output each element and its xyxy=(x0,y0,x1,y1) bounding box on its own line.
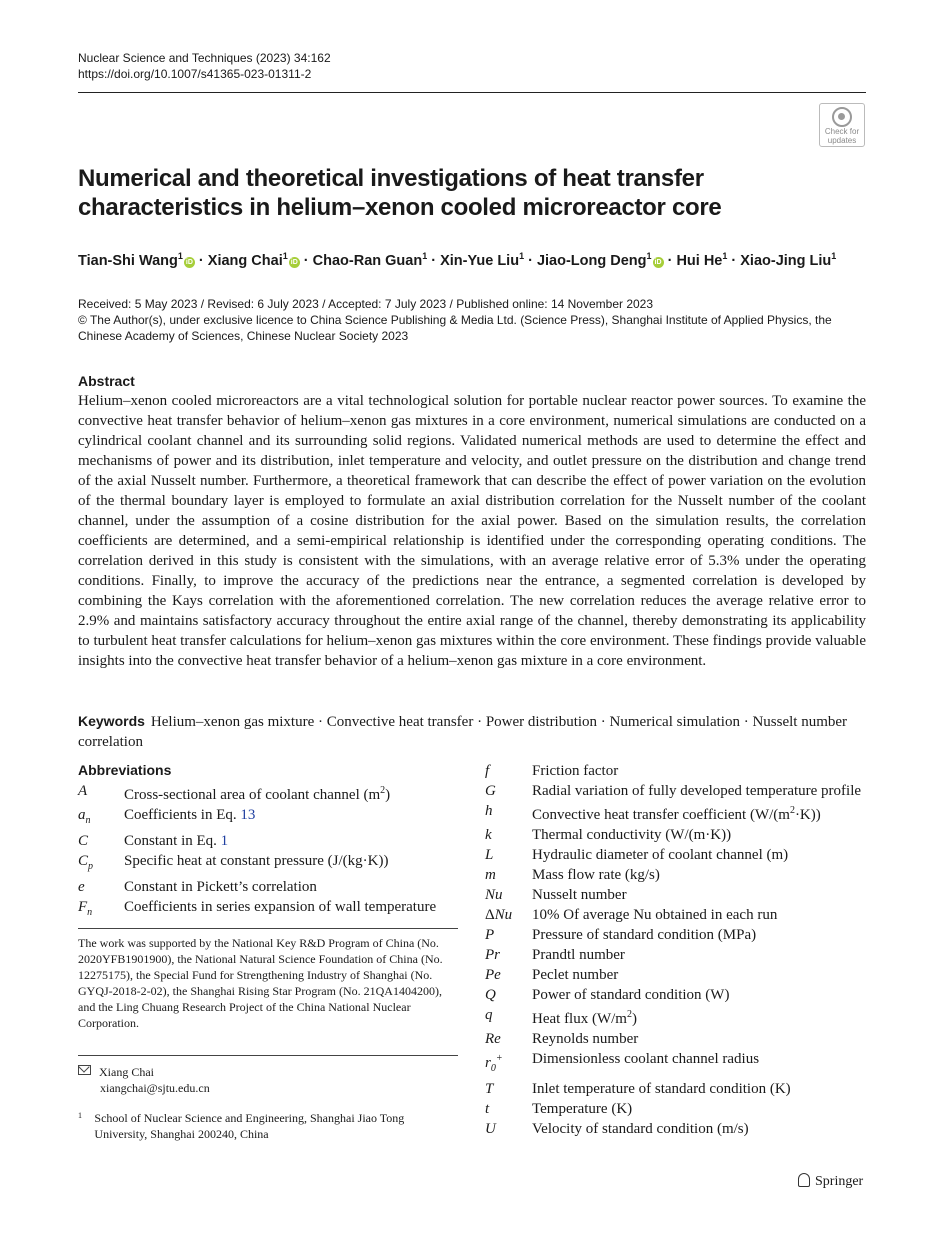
author-name[interactable]: Xiao-Jing Liu xyxy=(740,252,832,269)
abbreviation-symbol: e xyxy=(78,879,85,895)
abbreviation-symbol: ΔNu xyxy=(485,907,513,923)
abbreviation-symbol: Pr xyxy=(485,947,500,963)
abbreviation-definition: Radial variation of fully developed temperature profile xyxy=(532,783,862,799)
author-affiliation-mark: 1 xyxy=(646,251,652,261)
dates-line: Received: 5 May 2023 / Revised: 6 July 2023 / Accepted: 7 July 2023 / Published online: 14 November 2023 xyxy=(78,297,654,311)
copyright-line: © The Author(s), under exclusive licence to China Science Publishing & Media Ltd. (Science Press), Shanghai Institute of Applied Physics, the Chinese Academy of Sciences, Chinese Nuclear Society 2023 xyxy=(78,313,832,343)
abbreviation-symbol: T xyxy=(485,1081,494,1097)
equation-link[interactable]: 1 xyxy=(220,833,229,849)
abbreviation-row xyxy=(78,831,468,851)
abbreviation-definition: Pressure of standard condition (MPa) xyxy=(532,927,757,943)
abbreviation-row xyxy=(78,851,468,877)
abbreviation-definition: Friction factor xyxy=(532,763,619,779)
abbreviation-symbol: L xyxy=(485,847,494,863)
author-separator: · xyxy=(427,252,441,269)
abbreviation-row xyxy=(485,781,875,801)
abbreviation-symbol: f xyxy=(485,763,490,779)
abbreviation-symbol: C xyxy=(78,833,89,849)
contact-name: Xiang Chai xyxy=(99,1065,154,1079)
abbreviation-definition: Convective heat transfer coefficient $(W/(m^2\cdot K))$ xyxy=(532,805,821,823)
envelope-icon xyxy=(78,1065,91,1075)
author-affiliation-mark: 1 xyxy=(177,251,183,261)
abbreviation-symbol: Pe xyxy=(485,967,501,983)
abbreviation-row xyxy=(485,801,875,825)
abbreviation-symbol: P xyxy=(485,927,495,943)
orcid-icon[interactable]: iD xyxy=(185,258,193,266)
abbreviation-definition: Specific heat at constant pressure (J/(kg·K)) xyxy=(124,853,389,869)
abbreviation-row xyxy=(485,825,875,845)
check-updates-icon xyxy=(832,107,852,127)
keywords xyxy=(78,711,866,752)
orcid-icon[interactable]: iD xyxy=(290,258,298,266)
author-name[interactable]: Hui He xyxy=(676,252,723,269)
abbreviation-row xyxy=(485,1049,875,1079)
abbreviation-definition: Thermal conductivity (W/(m·K)) xyxy=(532,827,732,843)
abbreviation-row xyxy=(485,925,875,945)
abbreviations-left-column xyxy=(78,781,468,923)
abbreviation-symbol: A xyxy=(78,783,88,799)
abbreviation-symbol: G xyxy=(485,783,496,799)
keywords-heading: Keywords xyxy=(78,713,145,729)
abbreviation-symbol: $r_0^+$ xyxy=(485,1053,503,1074)
keywords-text: Helium–xenon gas mixture · Convective heat transfer · Power distribution · Numerical simulation · Nusselt number correlation xyxy=(78,714,848,750)
abbreviation-row xyxy=(485,885,875,905)
springer-horse-icon xyxy=(798,1173,810,1187)
abbreviation-row xyxy=(78,805,468,831)
contact-email[interactable]: xiangchai@sjtu.edu.cn xyxy=(100,1081,210,1095)
publication-history xyxy=(78,296,868,344)
abbreviation-definition: Coefficients in series expansion of wall temperature xyxy=(124,899,437,915)
author-name[interactable]: Xin-Yue Liu xyxy=(440,252,520,269)
author-name[interactable]: Xiang Chai xyxy=(207,252,283,269)
funding-note: The work was supported by the National Key R&D Program of China (No. 2020YFB1901900), the National Natural Science Foundation of China (No. 12275175), the Special Fund for Strengthening Industry of Shanghai (No. GYQJ-2018-2-02), the Shanghai Rising Star Program (No. 21QA1404200), and the Ling Chuang Research Project of the China National Nuclear Corporation. xyxy=(78,936,443,1030)
author-name[interactable]: Jiao-Long Deng xyxy=(536,252,647,269)
abbreviation-definition: Peclet number xyxy=(532,967,619,983)
abbreviation-symbol: q xyxy=(485,1007,493,1023)
abbreviation-definition: Power of standard condition (W) xyxy=(532,987,730,1003)
abbreviation-row xyxy=(485,965,875,985)
abbreviation-definition: Hydraulic diameter of coolant channel (m) xyxy=(532,847,789,863)
corresponding-author xyxy=(78,1064,210,1096)
abbreviation-symbol: Nu xyxy=(485,887,503,903)
author-name[interactable]: Chao-Ran Guan xyxy=(312,252,423,269)
author-name[interactable]: Tian-Shi Wang xyxy=(78,252,178,269)
check-for-updates-badge[interactable] xyxy=(819,103,865,147)
title-line-1: Numerical and theoretical investigations of heat transfer xyxy=(78,165,704,192)
abbreviation-row xyxy=(485,1005,875,1029)
footnote-rule-2 xyxy=(78,1055,458,1056)
publisher-logo xyxy=(798,1173,863,1191)
abbreviation-definition: Nusselt number xyxy=(532,887,627,903)
abbreviation-symbol: h xyxy=(485,803,493,819)
abbreviations-heading: Abbreviations xyxy=(78,762,172,778)
paper-title xyxy=(78,164,778,222)
abbreviation-definition: Reynolds number xyxy=(532,1031,639,1047)
abbreviation-symbol: $C_p$ xyxy=(78,853,94,872)
abbreviation-definition: Constant in Eq. 1 xyxy=(124,833,229,849)
footnote-rule xyxy=(78,928,458,929)
author-affiliation-mark: 1 xyxy=(282,251,288,261)
abbreviation-symbol: Re xyxy=(485,1031,501,1047)
abbreviation-definition: Dimensionless coolant channel radius xyxy=(532,1051,760,1067)
abbreviation-row xyxy=(78,897,468,923)
affiliation xyxy=(78,1110,458,1142)
affiliation-number: 1 xyxy=(78,1111,82,1120)
abbreviation-definition: 10% Of average Nu obtained in each run xyxy=(532,907,778,923)
abbreviation-row xyxy=(485,1079,875,1099)
title-line-2: characteristics in helium–xenon cooled microreactor core xyxy=(78,194,722,221)
abbreviation-definition: Heat flux $(W/m^2)$ xyxy=(532,1009,637,1027)
author-separator: · xyxy=(524,252,537,269)
abbreviation-row xyxy=(485,865,875,885)
journal-citation: Nuclear Science and Techniques (2023) 34:162 xyxy=(78,51,331,65)
abbreviation-symbol: t xyxy=(485,1101,490,1117)
check-updates-label-1: Check for xyxy=(824,127,860,136)
author-separator: · xyxy=(299,252,313,269)
equation-link[interactable]: 13 xyxy=(240,807,256,823)
author-list xyxy=(78,246,898,271)
abbreviation-symbol: $F_n$ xyxy=(78,899,93,918)
abbreviation-definition: Prandtl number xyxy=(532,947,625,963)
abstract-heading: Abstract xyxy=(78,373,135,389)
abbreviation-definition: Coefficients in Eq. 13 xyxy=(124,807,256,823)
abbreviation-definition: Temperature (K) xyxy=(532,1101,633,1117)
author-affiliation-mark: 1 xyxy=(422,251,428,261)
abbreviation-symbol: k xyxy=(485,827,492,843)
abbreviation-row xyxy=(485,985,875,1005)
abbreviation-row xyxy=(485,1099,875,1119)
abbreviation-definition: Velocity of standard condition (m/s) xyxy=(532,1121,749,1137)
abstract-text: Helium–xenon cooled microreactors are a vital technological solution for portable nuclear reactor power sources. To examine the convective heat transfer behavior of helium–xenon gas mixtures in a core environment, numerical simulations are conducted on a cylindrical coolant channel and its surrounding solid regions. Validated numerical methods are used to determine the effect and mechanisms of power and its distribution, inlet temperature and velocity, and outlet pressure on the distribution and change trend of the axial Nusselt number. Furthermore, a theoretical framework that can describe the effect of power variation on the evolution of the thermal boundary layer is employed to formulate an axial distribution correlation for the Nusselt number of the coolant channel, under the assumption of a cosine distribution for the axial power. Based on the simulation results, the correlation coefficients are determined, and a semi-empirical relationship is identified under the corresponding operating conditions. The correlation derived in this study is consistent with the simulations, with an average relative error of 5.3% under the operating conditions. Finally, to improve the accuracy of the predictions near the entrance, a segmented correlation is developed by combining the Kays correlation with the aforementioned correlation. The new correlation reduces the average relative error to 2.9% and maintains satisfactory accuracy throughout the entire axial range of the channel, thereby demonstrating its applicability to turbulent heat transfer calculations for helium–xenon gas mixtures within the core environment. These findings provide valuable insights into the convective heat transfer behavior of a helium–xenon gas mixture in a core environment. xyxy=(78,393,866,669)
abbreviation-symbol: U xyxy=(485,1121,496,1137)
author-affiliation-mark: 1 xyxy=(831,251,837,261)
doi-link[interactable]: https://doi.org/10.1007/s41365-023-01311-2 xyxy=(78,67,312,81)
header-rule xyxy=(78,92,866,93)
publisher-name: Springer xyxy=(815,1174,864,1189)
abbreviation-symbol: Q xyxy=(485,987,496,1003)
abbreviation-row xyxy=(485,905,875,925)
abbreviation-definition: Inlet temperature of standard condition (K) xyxy=(532,1081,791,1097)
abbreviation-row xyxy=(485,1119,875,1139)
running-header xyxy=(78,50,331,82)
abbreviation-row xyxy=(485,845,875,865)
author-separator: · xyxy=(194,252,208,269)
abbreviation-definition: Constant in Pickett’s correlation xyxy=(124,879,317,895)
abbreviation-row xyxy=(485,1029,875,1049)
abbreviation-definition: Cross-sectional area of coolant channel $(m^2)$ xyxy=(124,785,391,803)
abbreviation-row xyxy=(78,877,468,897)
check-updates-label-2: updates xyxy=(827,136,857,145)
abbreviation-definition: Mass flow rate (kg/s) xyxy=(532,867,660,883)
author-separator: · xyxy=(663,252,677,269)
abbreviation-symbol: m xyxy=(485,867,496,883)
abbreviations-right-column xyxy=(485,761,875,1139)
author-affiliation-mark: 1 xyxy=(519,251,525,261)
abbreviation-symbol: $a_n$ xyxy=(78,807,91,826)
orcid-icon[interactable]: iD xyxy=(654,258,662,266)
affiliation-text: School of Nuclear Science and Engineering, Shanghai Jiao Tong University, Shanghai 200240, China xyxy=(94,1111,405,1141)
abbreviation-row xyxy=(78,781,468,805)
author-affiliation-mark: 1 xyxy=(722,251,728,261)
abbreviation-row xyxy=(485,945,875,965)
author-separator: · xyxy=(727,252,741,269)
abbreviation-row xyxy=(485,761,875,781)
